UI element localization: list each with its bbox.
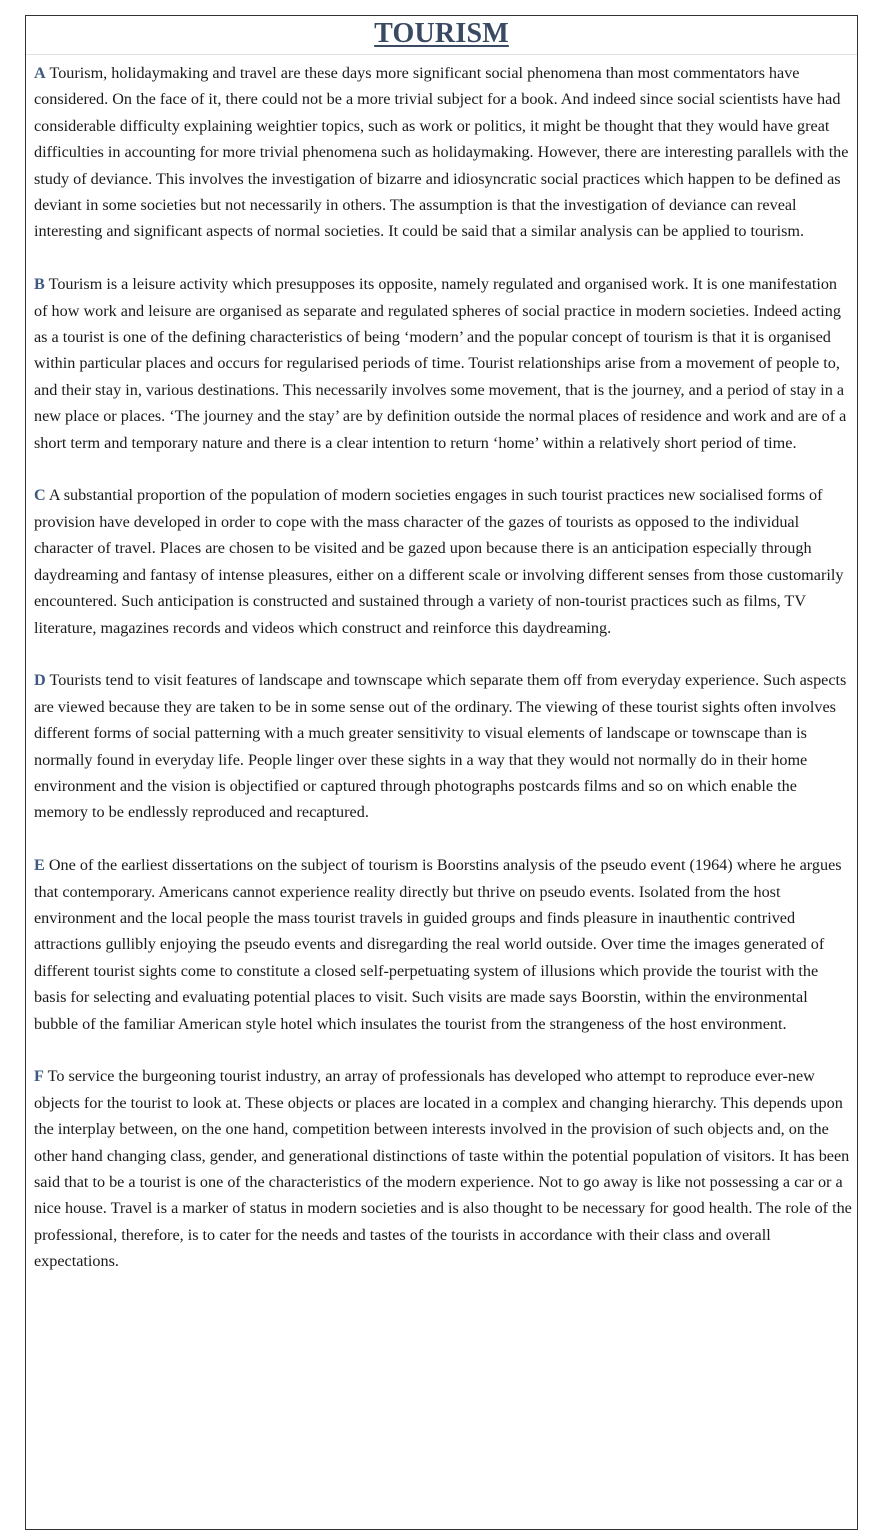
paragraph-d	[34, 667, 853, 825]
paragraph-e	[34, 852, 853, 1037]
paragraph-letter-d: D	[34, 671, 46, 690]
paragraph-b	[34, 271, 853, 456]
paragraph-letter-b: B	[34, 275, 45, 294]
title-bar	[26, 16, 857, 55]
paragraph-a	[34, 60, 853, 245]
paragraph-text-e: One of the earliest dissertations on the subject of tourism is Boorstins analysis of the pseudo event (1964) where he argues that contemporary. Americans cannot experience reality directly but thrive on pseudo events. Isolated from the host environment and the local people the mass tourist travels in guided groups and finds pleasure in inauthentic contrived attractions gullibly enjoying the pseudo events and disregarding the real world outside. Over time the images generated of different tourist sights come to constitute a closed self-perpetuating system of illusions which provide the tourist with the basis for selecting and evaluating potential places to visit. Such visits are made says Boorstin, within the environmental bubble of the familiar American style hotel which insulates the tourist from the strangeness of the host environment.	[34, 856, 842, 1033]
document-body	[34, 60, 853, 1301]
paragraph-text-f: To service the burgeoning tourist industry, an array of professionals has developed who attempt to reproduce ever-new objects for the tourist to look at. These objects or places are located in a complex and changing hierarchy. This depends upon the interplay between, on the one hand, competition between interests involved in the provision of such objects and, on the other hand changing class, gender, and generational distinctions of taste within the potential population of visitors. It has been said that to be a tourist is one of the characteristics of the modern experience. Not to go away is like not possessing a car or a nice house. Travel is a marker of status in modern societies and is also thought to be necessary for good health. The role of the professional, therefore, is to cater for the needs and tastes of the tourists in accordance with their class and overall expectations.	[34, 1067, 852, 1271]
paragraph-letter-f: F	[34, 1067, 44, 1086]
document-frame	[25, 15, 858, 1530]
paragraph-c	[34, 482, 853, 640]
paragraph-text-d: Tourists tend to visit features of landscape and townscape which separate them off from everyday experience. Such aspects are viewed because they are taken to be in some sense out of the ordinary. The viewing of these tourist sights often involves different forms of social patterning with a much greater sensitivity to visual elements of landscape or townscape than is normally found in everyday life. People linger over these sights in a way that they would not normally do in their home environment and the vision is objectified or captured through photographs postcards films and so on which enable the memory to be endlessly reproduced and recaptured.	[34, 671, 847, 822]
paragraph-letter-c: C	[34, 486, 46, 505]
paragraph-letter-a: A	[34, 64, 46, 82]
paragraph-f	[34, 1063, 853, 1274]
paragraph-letter-e: E	[34, 856, 45, 875]
page-title: TOURISM	[374, 18, 509, 49]
paragraph-text-c: A substantial proportion of the population of modern societies engages in such tourist practices new socialised forms of provision have developed in order to cope with the mass character of the gazes of tourists as opposed to the individual character of travel. Places are chosen to be visited and be gazed upon because there is an anticipation especially through daydreaming and fantasy of intense pleasures, either on a different scale or involving different senses from those customarily encountered. Such anticipation is constructed and sustained through a variety of non-tourist practices such as films, TV literature, magazines records and videos which construct and reinforce this daydreaming.	[34, 486, 844, 637]
paragraph-text-b: Tourism is a leisure activity which presupposes its opposite, namely regulated and organised work. It is one manifestation of how work and leisure are organised as separate and regulated spheres of social practice in modern societies. Indeed acting as a tourist is one of the defining characteristics of being ‘modern’ and the popular concept of tourism is that it is organised within particular places and occurs for regularised periods of time. Tourist relationships arise from a movement of people to, and their stay in, various destinations. This necessarily involves some movement, that is the journey, and a period of stay in a new place or places. ‘The journey and the stay’ are by definition outside the normal places of residence and work and are of a short term and temporary nature and there is a clear intention to return ‘home’ within a relatively short period of time.	[34, 275, 847, 452]
paragraph-text-a: Tourism, holidaymaking and travel are these days more significant social phenomena than most commentators have considered. On the face of it, there could not be a more trivial subject for a book. And indeed since social scientists have had considerable difficulty explaining weightier topics, such as work or politics, it might be thought that they would have great difficulties in accounting for more trivial phenomena such as holidaymaking. However, there are interesting parallels with the study of deviance. This involves the investigation of bizarre and idiosyncratic social practices which happen to be defined as deviant in some societies but not necessarily in others. The assumption is that the investigation of deviance can reveal interesting and significant aspects of normal societies. It could be said that a similar analysis can be applied to tourism.	[34, 64, 849, 241]
